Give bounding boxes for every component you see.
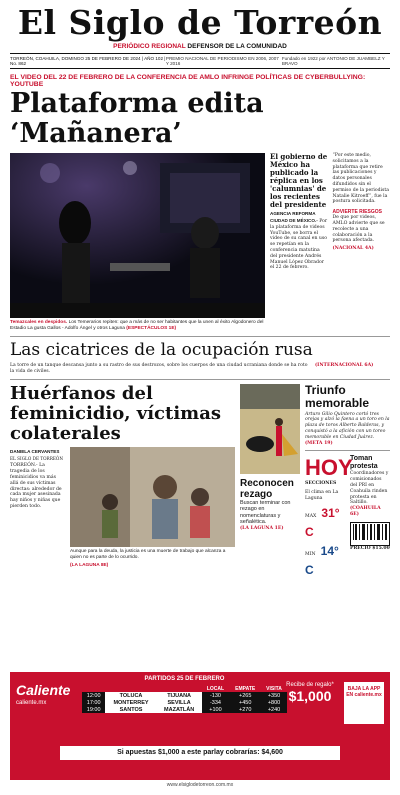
caption-lead: Temazcales en despidos. <box>10 320 68 325</box>
tagline-bold: PERIÓDICO REGIONAL <box>113 43 186 50</box>
match-home: MONTERREY <box>105 699 156 706</box>
match-home: SANTOS <box>105 706 156 713</box>
caption-text: Los Temerarios repiten: que a más de no ser habitantes que la unen al éxito Algodonero del Estadio La gusta Gallos - Adolfo Ángel y otros Laguna <box>10 320 264 331</box>
divider-3 <box>305 450 390 451</box>
odds-row[interactable] <box>82 699 287 706</box>
hoy-secciones: SECCIONES <box>305 481 337 487</box>
ad-domain: caliente.mx <box>16 700 47 706</box>
lead-body-text: Por la plataforma de videos YouTube, se borra el video de su canal en uso se repetían en la conferencia matutina del presidente Andrés Manuel López Obrador el 22 de febrero. <box>270 219 328 271</box>
toman-ref[interactable]: (COAHUILA 6E) <box>350 506 381 517</box>
divider <box>10 336 390 337</box>
hoy-box <box>305 455 390 577</box>
odds-table <box>82 685 287 713</box>
odds-empate: +265 <box>229 692 261 699</box>
feature-body: TORREÓN.- La tragedia de los feminicidios va más allá de sus víctimas directas: alrededor de cada mujer asesinada hay niños y niñas que pierden todo. <box>10 463 62 509</box>
sidebar-kicker: ADVIERTE RIESGOS <box>332 209 382 216</box>
match-time: 17:00 <box>82 699 105 706</box>
divider-2 <box>10 379 390 380</box>
bullfight-illustration <box>240 384 300 474</box>
ad-slogan: Si apuestas $1,000 a este parlay cobrarías: $4,600 <box>60 746 340 760</box>
tagline <box>10 43 390 50</box>
tagline-rest: DEFENSOR DE LA COMUNIDAD <box>187 43 287 50</box>
concert-photo[interactable] <box>10 153 265 318</box>
toman-title[interactable]: Toman protesta <box>350 455 378 471</box>
lead-headline[interactable]: Plataforma edita ‘Mañanera’ <box>10 88 264 149</box>
family-illustration <box>70 447 235 547</box>
dateline-right: Fundado en 1922 por ANTONIO DE JUAMBELZ Y BRAVO <box>281 56 385 66</box>
match-time: 19:00 <box>82 706 105 713</box>
masthead <box>10 0 390 50</box>
odds-header-row <box>82 685 287 692</box>
lead-story-col2 <box>333 153 391 332</box>
lead-story <box>10 153 390 332</box>
odds-row[interactable] <box>82 706 287 713</box>
ukraine-story <box>10 363 390 375</box>
odds-local: -130 <box>202 692 230 699</box>
feature-photo-block <box>70 447 235 569</box>
dateline-left: TORREÓN, COAHUILA, DOMINGO 25 DE FEBRERO DE 2024 | AÑO 102 | No. 862 <box>10 56 166 66</box>
feature-photo-caption: Aunque para la deuda, la justicia es una muerte de trabajo que alcanza a quien no es parte de lo ocurrido. <box>70 548 226 560</box>
triunfo-title[interactable]: Triunfo memorable <box>305 382 370 410</box>
ukraine-headline[interactable]: Las cicatrices de la ocupación rusa <box>10 340 313 360</box>
lead-photo-block <box>10 153 265 332</box>
odds-row[interactable] <box>82 692 287 699</box>
max-temp: 31° C <box>305 505 340 539</box>
temp-row-min <box>305 540 345 578</box>
hoy-left <box>305 455 353 577</box>
price <box>350 546 390 552</box>
feature-byline: DANIELA CERVANTES <box>10 448 60 454</box>
triunfo-text: Arturo Gilio Quintero cortó tres orejas y alzó la faena a un toro en la plaza de toros Alberto Balderas, y conquistó a la afición con un toreo memorable en Ciudad Juárez. <box>305 411 390 440</box>
match-away: MAZATLÁN <box>157 706 202 713</box>
min-label: MIN <box>305 551 316 557</box>
col-visita: VISITA <box>266 685 282 692</box>
ad-brand: Caliente <box>16 682 71 698</box>
odds-empate: +270 <box>229 706 261 713</box>
reconocen-title[interactable]: Reconocen rezago <box>240 477 294 500</box>
middle-column <box>240 384 300 578</box>
barcode <box>350 522 390 546</box>
match-away: TIJUANA <box>157 692 202 699</box>
col-empate: EMPATE <box>235 685 256 692</box>
reconocen-text: Buscan terminar con rezago en nomenclaturas y señalética. <box>240 499 291 526</box>
match-time: 12:00 <box>82 692 105 699</box>
ukraine-body: La torre de un tanque descansa junto a su rastro de sus destrozos, sobre los cuerpos de una ciudad ucraniana donde se ha roto la vida de civiles. <box>10 363 308 374</box>
dateline-center: PREMIO NACIONAL DE PERIODISMO EN 2006, 2007 Y 2016 <box>165 56 279 66</box>
min-temp: 14° C <box>305 543 339 577</box>
feature-ref[interactable]: (LA LAGUNA 8E) <box>70 562 109 568</box>
site-footer[interactable]: www.elsiglodetorreon.com.mx <box>166 782 234 788</box>
match-home: TOLUCA <box>105 692 156 699</box>
feature-body-row <box>10 447 235 569</box>
lead-story-col1 <box>270 153 328 332</box>
ad-bonus <box>280 682 340 704</box>
hoy-label: HOY <box>305 455 353 481</box>
sidebar-ref[interactable]: (NACIONAL 4A) <box>332 246 374 252</box>
ad-header: PARTIDOS 25 DE FEBRERO <box>144 676 225 682</box>
feature-photo[interactable] <box>70 447 235 547</box>
feature-headline[interactable]: Huérfanos del feminicidio, víctimas colaterales <box>10 382 222 444</box>
feature-main <box>10 384 235 578</box>
temp-row <box>305 502 345 540</box>
bonus-amount: $1,000 <box>288 688 332 704</box>
triunfo-ref[interactable]: (META 19) <box>305 440 333 446</box>
col-local: LOCAL <box>206 685 225 692</box>
bonus-title: Recibe de regalo* <box>286 682 334 688</box>
odds-visita: +800 <box>261 699 287 706</box>
odds-visita: +350 <box>261 692 287 699</box>
newspaper-title[interactable]: El Siglo de Torreón <box>17 3 383 42</box>
max-label: MAX <box>305 513 317 519</box>
lead-kicker: EL VIDEO DEL 22 DE FEBRERO DE LA CONFERENCIA DE AMLO INFRINGE POLÍTICAS DE CYBERBULLYING: YOUTUBE <box>10 74 366 88</box>
dateline <box>10 53 390 69</box>
lead-story-deck: El gobierno de México ha publicado la réplica en los 'calumnias' de los recientes del presidente <box>270 152 328 209</box>
lead-story-col2-text: “Por este medio, solicitamos a la plataforma que retire las publicaciones y datos personales difundidos sin el permiso de la periodista Natalie Kitroeff”, fue la postura solicitada. <box>332 153 389 205</box>
lead-story-body <box>270 218 328 271</box>
lead-photo-caption <box>10 320 265 332</box>
toman-box <box>350 455 390 577</box>
barcode-icon <box>352 524 388 540</box>
caliente-ad[interactable] <box>10 672 390 780</box>
price-label: PRECIO <box>350 545 371 551</box>
caption-ref[interactable]: (ESPECTÁCULOS 1E) <box>126 326 177 331</box>
feature-source: EL SIGLO DE TORREÓN <box>10 455 64 461</box>
price-value: $15.00 <box>372 545 390 551</box>
ad-app-badge[interactable]: BAJA LA APP EN caliente.mx <box>344 682 384 724</box>
right-column <box>305 384 390 578</box>
odds-visita: +240 <box>261 706 287 713</box>
feature-section <box>10 384 390 578</box>
sidebar-text: De que por videos, AMLO advierte que se recolecte a una colaboración a la persona afectada. <box>332 215 385 244</box>
toman-text: Coordinadores y comisionados del PRI en Coahuila rinden protesta en Saltillo. <box>350 471 389 506</box>
odds-empate: +450 <box>229 699 261 706</box>
odds-local: -334 <box>202 699 230 706</box>
concert-illustration <box>10 153 265 318</box>
reconocen-ref[interactable]: (LA LAGUNA 1E) <box>240 525 284 531</box>
bullfight-photo[interactable] <box>240 384 300 474</box>
odds-local: +100 <box>202 706 230 713</box>
lead-story-agency: AGENCIA REFORMA <box>270 211 316 216</box>
ukraine-ref[interactable]: (INTERNACIONAL 6A) <box>315 363 374 368</box>
weather-city: El clima en La Laguna <box>305 490 339 501</box>
feature-text-col <box>10 447 65 569</box>
dateline-place: CIUDAD DE MÉXICO.- <box>270 218 318 223</box>
match-away: SEVILLA <box>157 699 202 706</box>
